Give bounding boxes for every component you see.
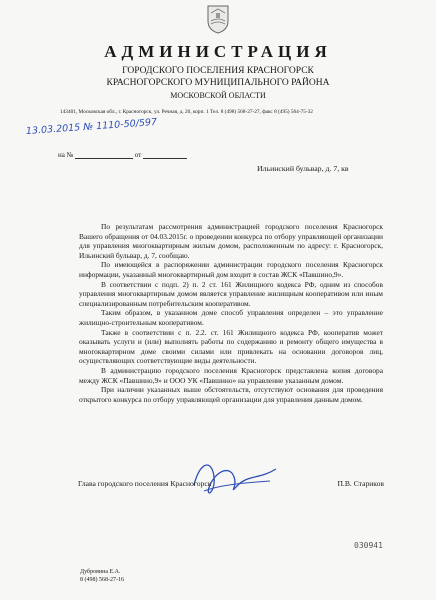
body-paragraph: Таким образом, в указанном доме способ управления определен – это управление жилищно-строительным кооперативом. — [79, 308, 383, 327]
body-paragraph: По результатам рассмотрения администрацией городского поселения Красногорск Вашего обращения от 04.03.2015г. о проведении конкурса по отбору управляющей организации для управления многоквартирным жилым домом, расположенным по адресу: г. Красногорск, Ильинский бульвар, д. 7, сообщаю. — [79, 222, 383, 260]
recipient-address: Ильинский бульвар, д. 7, кв — [257, 164, 349, 173]
executor-block — [80, 569, 124, 584]
org-subtitle-line4: МОСКОВСКОЙ ОБЛАСТИ — [170, 91, 266, 100]
body-paragraph: По имеющейся в распоряжении администрации городского поселения Красногорск информации, указанный многоквартирный дом входит в состав ЖСК «Павшино,9». — [79, 260, 383, 279]
org-subtitle-line2: ГОРОДСКОГО ПОСЕЛЕНИЯ КРАСНОГОРСК — [122, 66, 314, 76]
signature-line — [78, 479, 384, 488]
ref-date-blank — [143, 158, 187, 159]
body-paragraph: При наличии указанных выше обстоятельств, отсутствуют основания для проведения открытого конкурса по отбору управляющей организации для управления данным домом. — [79, 385, 383, 404]
registration-number: 030941 — [354, 541, 383, 550]
executor-name: Дубровина Е.А. — [80, 569, 121, 575]
body-paragraph: В администрацию городского поселения Красногорск представлена копия договора между ЖСК «Павшино,9» и ООО УК «Павшино» на управление указанным домом. — [79, 365, 383, 385]
handwritten-reference: 13.03.2015 № 1110-50/597 — [25, 116, 158, 137]
org-subtitle-line3: КРАСНОГОРСКОГО МУНИЦИПАЛЬНОГО РАЙОНА — [106, 78, 330, 88]
org-address: 143401, Московская обл., г. Красногорск, ул. Речная, д. 20, корп. 1 Тел. 8 (498) 568-27-27, факс 8 (495) 564-75-32 — [60, 109, 313, 115]
org-title: АДМИНИСТРАЦИЯ — [104, 42, 332, 61]
ref-number-blank — [75, 158, 133, 159]
signatory-position: Глава городского поселения Красногорск — [78, 479, 212, 488]
letter-body — [79, 222, 383, 404]
executor-phone: 8 (498) 568-27-16 — [80, 576, 124, 583]
reference-number-line — [58, 151, 187, 159]
ref-prefix-label: на № — [58, 151, 74, 159]
body-paragraph: В соответствии с подп. 2) п. 2 ст. 161 Жилищного кодекса РФ, одним из способов управления многоквартирным домом является управление жилищным кооперативом или иным специализированным потребительским кооперативом. — [79, 279, 383, 308]
coat-of-arms-icon — [206, 4, 230, 34]
signatory-name: П.В. Стариков — [337, 479, 384, 488]
body-paragraph: Также в соответствии с п. 2.2. ст. 161 Жилищного кодекса РФ, кооператив может оказывать услуги и (или) выполнять работы по содержанию и ремонту общего имущества в многоквартирном доме своими силами или привлекать на основании договоров лиц, осуществляющих соответствующие виды деятельности. — [79, 327, 383, 366]
ref-date-label: от — [134, 151, 142, 159]
